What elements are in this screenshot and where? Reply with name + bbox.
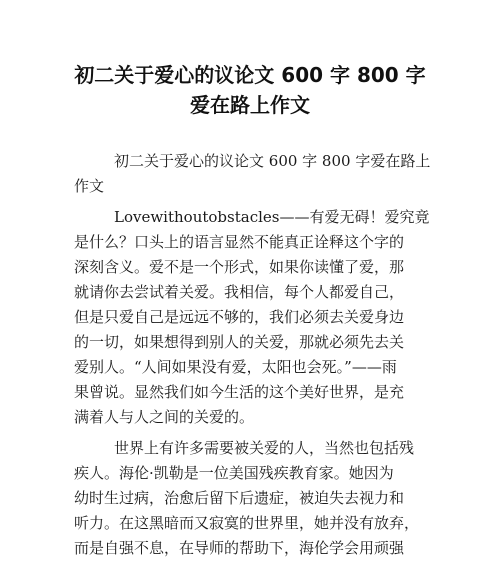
paragraph-line: 爱别人。“人间如果没有爱，太阳也会死。”——雨 bbox=[74, 358, 397, 376]
document-body bbox=[74, 149, 434, 561]
paragraph-line: 就请你去尝试着关爱。我相信，每个人都爱自己， bbox=[74, 283, 405, 301]
paragraph-line: 初二关于爱心的议论文 600 字 800 字爱在路上 bbox=[114, 152, 431, 170]
paragraph-3 bbox=[74, 436, 434, 561]
paragraph-line: 是什么？口头上的语言显然不能真正诠释这个字的 bbox=[74, 233, 405, 251]
paragraph-line: 满着人与人之间的关爱的。 bbox=[74, 408, 255, 426]
paragraph-line: 听力。在这黑暗而又寂寞的世界里，她并没有放弃， bbox=[74, 514, 420, 532]
paragraph-1 bbox=[74, 149, 434, 199]
paragraph-line: 世界上有许多需要被关爱的人，当然也包括残 bbox=[114, 439, 415, 457]
paragraph-line: 疾人。海伦·凯勒是一位美国残疾教育家。她因为 bbox=[74, 464, 394, 482]
paragraph-2 bbox=[74, 205, 434, 430]
document-title-line-1: 初二关于爱心的议论文 600 字 800 字 bbox=[74, 63, 426, 87]
paragraph-line: 幼时生过病，治愈后留下后遗症，被迫失去视力和 bbox=[74, 489, 405, 507]
paragraph-line: 作文 bbox=[74, 177, 105, 195]
paragraph-line: Lovewithoutobstacles——有爱无碍！爱究竟 bbox=[114, 208, 430, 226]
paragraph-line: 果曾说。显然我们如今生活的这个美好世界，是充 bbox=[74, 383, 405, 401]
paragraph-line: 但是只爱自己是远远不够的，我们必须去关爱身边 bbox=[74, 308, 405, 326]
paragraph-line: 的一切，如果想得到别人的关爱，那就必须先去关 bbox=[74, 333, 405, 351]
paragraph-line: 而是自强不息，在导师的帮助下，海伦学会用顽强 bbox=[74, 539, 405, 557]
document-title-line-2: 爱在路上作文 bbox=[190, 93, 310, 117]
paragraph-line: 深刻含义。爱不是一个形式，如果你读懂了爱，那 bbox=[74, 258, 405, 276]
